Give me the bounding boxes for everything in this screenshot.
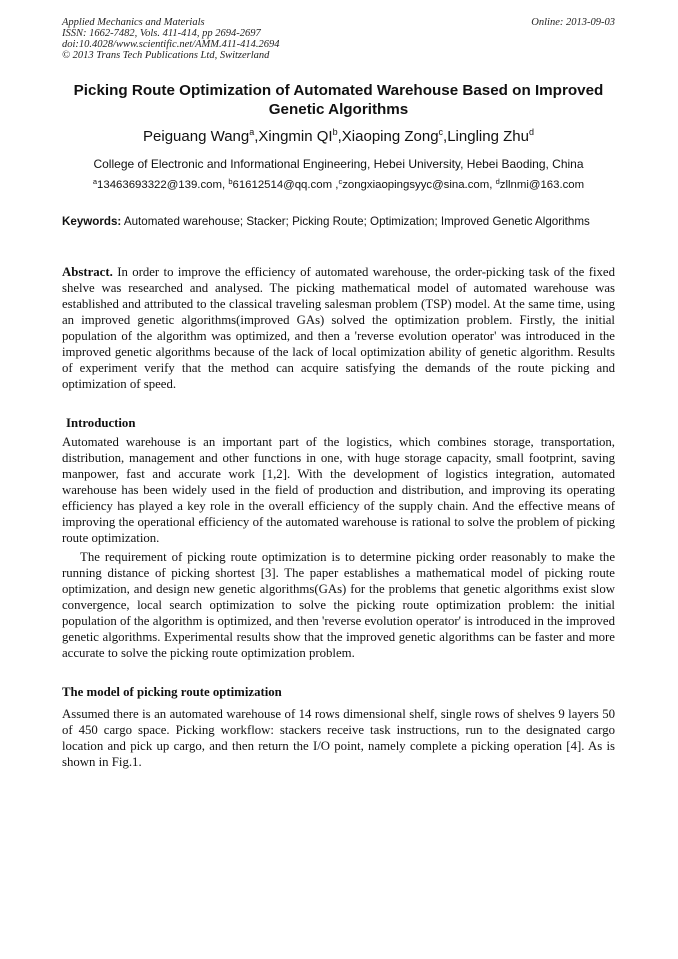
- copyright-line: © 2013 Trans Tech Publications Ltd, Switzerland: [62, 50, 270, 61]
- author-name: Xiaoping Zong: [341, 128, 439, 145]
- introduction-paragraph-1: Automated warehouse is an important part of the logistics, which combines storage, transportation, distribution, management and other functions in one, with huge storage capacity, small footprint, saving manpower, fast and accurate work [1,2]. With the development of logistics integration, automated warehouse has been widely used in the field of production and distribution, and improving its operating efficiency has played a key role in the overall efficiency of the supply chain. And the effective means of improving the operational efficiency of the automated warehouse is rational to solve the problem of picking route optimization.: [62, 435, 615, 545]
- issn-line: ISSN: 1662-7482, Vols. 411-414, pp 2694-2697: [62, 28, 261, 39]
- abstract-text: In order to improve the efficiency of automated warehouse, the order-picking task of the fixed shelve was researched and analysed. The picking mathematical model of automated warehouse was established and attributed to the classical traveling salesman problem (TSP) model. At the same time, using an improved genetic algorithms(improved GAs) solved the optimization problem. Firstly, the initial population of the algorithm was optimized, and then a 'reverse evolution operator' was introduced in the improved genetic algorithms because of the lack of local optimization ability of genetic algorithm. Results of experiment verify that the method can acquire satisfying the demands of the route picking and optimization of speed.: [62, 265, 616, 391]
- email-link[interactable]: 61612514@qq.com: [232, 179, 333, 191]
- journal-name: Applied Mechanics and Materials: [62, 17, 205, 28]
- keywords-label: Keywords:: [62, 215, 122, 228]
- author-name: Peiguang Wang: [143, 128, 250, 145]
- email-link[interactable]: 13463693322@139.com: [97, 179, 222, 191]
- model-heading: The model of picking route optimization: [62, 685, 282, 699]
- paper-title: Picking Route Optimization of Automated Warehouse Based on Improved Genetic Algorithms: [73, 82, 604, 118]
- author-name: Xingmin QI: [258, 128, 333, 145]
- model-paragraph-1: Assumed there is an automated warehouse of 14 rows dimensional shelf, single rows of shelves 9 layers 50 of 450 cargo space. Picking workflow: stackers receive task instructions, run to the designated cargo location and pick up cargo, and then return the I/O point, namely complete a picking operation [4]. As is shown in Fig.1.: [62, 707, 615, 769]
- author-list: Peiguang Wang$^a$,Xingmin $QI^b,Xiaoping$ Zong$^c$,Lingling Zhu$^d$: [143, 127, 534, 145]
- author-mark: c: [438, 127, 444, 137]
- email-mark: b: [228, 177, 233, 186]
- online-date: Online: 2013-09-03: [531, 17, 615, 28]
- email-mark: c: [338, 177, 343, 186]
- journal-header: [62, 17, 615, 61]
- author-mark: a: [249, 127, 255, 137]
- author-name: Lingling Zhu: [447, 128, 529, 145]
- abstract-paragraph: [62, 264, 615, 392]
- affiliation: College of Electronic and Informational Engineering, Hebei University, Hebei Baoding, China: [93, 157, 584, 171]
- email-link[interactable]: zllnmi@163.com: [499, 179, 585, 191]
- keywords-block: [62, 214, 615, 229]
- doi-line: doi:10.4028/www.scientific.net/AMM.411-414.2694: [62, 39, 280, 50]
- email-mark: d: [495, 177, 500, 186]
- author-mark: d: [528, 127, 534, 137]
- keywords-text: Automated warehouse; Stacker; Picking Route; Optimization; Improved Genetic Algorithms: [123, 215, 590, 228]
- email-mark: a: [92, 177, 98, 186]
- abstract-label: Abstract.: [62, 265, 113, 279]
- email-list: $^a$13463693322@139.com, $^b$61612514@qq.com ,$^c$zongxiaopingsyyc@sina.com, $^d$zllnmi@163.com: [92, 177, 585, 191]
- author-mark: b: [332, 127, 338, 137]
- email-link[interactable]: zongxiaopingsyyc@sina.com: [342, 179, 490, 191]
- introduction-paragraph-2: The requirement of picking route optimization is to determine picking order reasonably to make the running distance of picking shortest [3]. The paper establishes a mathematical model of picking route optimization, and design new genetic algorithms(GAs) for the problems that genetic algorithms exist slow convergence, local search optimization to solve the picking route optimization problem: the initial population of the algorithm is optimized, and then 'reverse evolution operator' is introduced in the improved genetic algorithms. Experimental results show that the improved genetic algorithms can be faster and more accurate to solve the picking route optimization problem.: [62, 550, 615, 660]
- introduction-heading: Introduction: [66, 416, 136, 430]
